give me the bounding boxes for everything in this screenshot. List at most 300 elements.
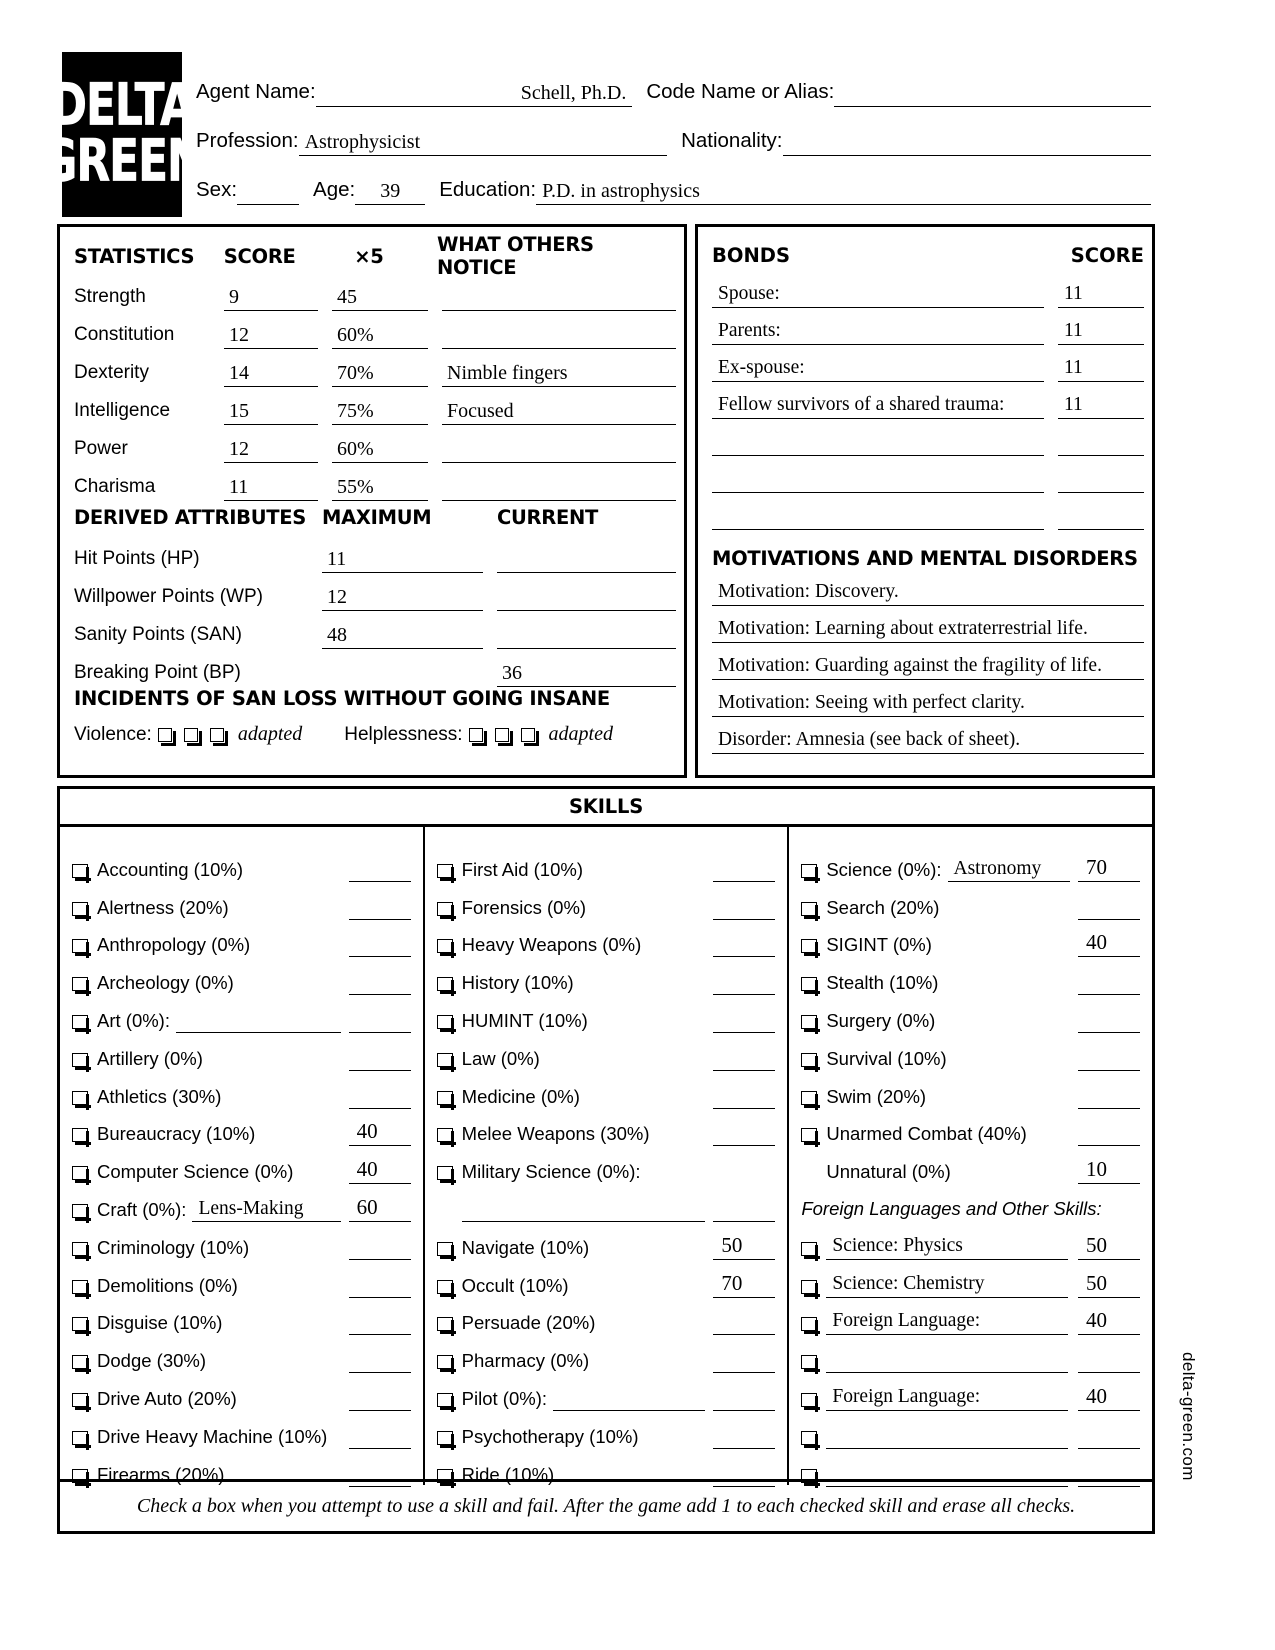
list-item — [437, 1185, 776, 1223]
skill-checkbox[interactable] — [72, 1091, 88, 1105]
list-item — [801, 1223, 1140, 1261]
skill-checkbox[interactable] — [437, 1355, 453, 1369]
skill-checkbox[interactable] — [437, 1280, 453, 1294]
list-item — [437, 921, 776, 959]
skill-value-field[interactable] — [1078, 896, 1140, 920]
list-item — [437, 1261, 776, 1299]
skill-value-field[interactable] — [1078, 1085, 1140, 1109]
stat-score-value: 9 — [229, 286, 239, 308]
table-row — [74, 463, 676, 501]
skill-value: 40 — [356, 1119, 378, 1144]
list-item — [72, 845, 411, 883]
derived-max-field[interactable] — [322, 586, 483, 611]
skill-value-field[interactable] — [1078, 1157, 1140, 1184]
bond-score-field[interactable] — [1058, 394, 1144, 419]
derived-label: Sanity Points (SAN) — [74, 624, 242, 645]
list-item — [437, 1110, 776, 1148]
skill-value-field[interactable] — [349, 933, 411, 957]
skill-value-field[interactable] — [349, 1047, 411, 1071]
list-item — [437, 1147, 776, 1185]
skill-checkbox[interactable] — [437, 939, 453, 953]
skill-label: Bureaucracy (10%) — [97, 1123, 256, 1145]
skill-label: Demolitions (0%) — [97, 1274, 238, 1296]
table-row — [74, 649, 676, 687]
skill-value-field[interactable] — [1078, 1047, 1140, 1071]
bond-score-field[interactable] — [1058, 505, 1144, 530]
delta-green-logo — [41, 52, 203, 217]
bond-score-field[interactable] — [1058, 468, 1144, 493]
skill-value-field[interactable] — [1078, 1122, 1140, 1146]
skill-value: 40 — [356, 1157, 378, 1182]
skill-checkbox[interactable] — [72, 1393, 88, 1407]
skill-value-field[interactable] — [1078, 1425, 1140, 1449]
stat-x5-field[interactable] — [332, 362, 428, 387]
motivations-section — [712, 547, 1144, 761]
header-fields — [196, 58, 1151, 205]
list-item — [72, 1374, 411, 1412]
logo-line-delta: DELTA — [50, 72, 194, 140]
skill-specialty-field[interactable] — [553, 1387, 705, 1411]
bond-name-field[interactable] — [712, 320, 1044, 345]
motivation-value: Motivation: Seeing with perfect clarity. — [718, 692, 1025, 713]
stat-label: Charisma — [74, 476, 156, 497]
skill-value-field[interactable] — [1078, 1232, 1140, 1260]
table-row — [74, 573, 676, 611]
skill-label: Swim (20%) — [826, 1085, 927, 1107]
skill-value-field[interactable] — [713, 1085, 775, 1109]
skill-label: Surgery (0%) — [826, 1009, 936, 1031]
statistics-table — [74, 233, 676, 501]
skill-checkbox[interactable] — [801, 1355, 817, 1369]
skill-value-field[interactable] — [349, 1009, 411, 1033]
bonds-header-row — [712, 239, 1144, 271]
skill-value-field[interactable] — [349, 1157, 411, 1184]
bond-name-field[interactable] — [712, 431, 1044, 456]
skill-label: Search (20%) — [826, 896, 940, 918]
violence-checkbox-2[interactable] — [184, 728, 198, 742]
skill-value-field[interactable] — [713, 1311, 775, 1335]
skill-value-field[interactable] — [349, 971, 411, 995]
skill-checkbox[interactable] — [72, 1128, 88, 1142]
skill-checkbox[interactable] — [801, 1393, 817, 1407]
list-item — [72, 1223, 411, 1261]
other-skill-field[interactable] — [826, 1273, 1068, 1298]
skill-label: Artillery (0%) — [97, 1047, 203, 1069]
skill-label: Athletics (30%) — [97, 1085, 222, 1107]
skill-checkbox[interactable] — [801, 902, 817, 916]
agent-name-field[interactable] — [316, 81, 633, 107]
skill-value-field[interactable] — [349, 1274, 411, 1298]
stat-x5-value: 60% — [337, 324, 374, 346]
skill-checkbox[interactable] — [801, 864, 817, 878]
disorder-value: Disorder: Amnesia (see back of sheet). — [718, 729, 1021, 750]
stat-score-field[interactable] — [224, 362, 318, 387]
skill-value-field[interactable] — [349, 1425, 411, 1449]
derived-current-value: 36 — [502, 662, 522, 684]
skill-value-field[interactable] — [1078, 1308, 1140, 1335]
skill-checkbox[interactable] — [72, 864, 88, 878]
helplessness-checkbox-3[interactable] — [521, 728, 535, 742]
sex-field[interactable] — [237, 179, 299, 205]
skill-checkbox[interactable] — [437, 1128, 453, 1142]
skill-value-field[interactable] — [713, 1198, 775, 1222]
stat-score-field[interactable] — [224, 438, 318, 463]
skill-label: Computer Science (0%) — [97, 1161, 294, 1183]
skill-label: Medicine (0%) — [461, 1085, 580, 1107]
motivation-field[interactable] — [712, 650, 1144, 680]
skill-checkbox[interactable] — [801, 1053, 817, 1067]
profession-field[interactable] — [299, 130, 668, 156]
statistics-header-row — [74, 233, 676, 279]
skill-label: Survival (10%) — [826, 1047, 947, 1069]
skill-value: 40 — [1086, 930, 1108, 955]
bond-score-field[interactable] — [1058, 431, 1144, 456]
skill-value-field[interactable] — [713, 1009, 775, 1033]
bond-score-field[interactable] — [1058, 320, 1144, 345]
motivation-field[interactable] — [712, 613, 1144, 643]
skill-value-field[interactable] — [713, 1232, 775, 1260]
skill-value-field[interactable] — [349, 1349, 411, 1373]
skill-checkbox[interactable] — [801, 1431, 817, 1445]
skill-checkbox[interactable] — [72, 1204, 88, 1218]
derived-current-field[interactable] — [497, 548, 676, 573]
skill-label: SIGINT (0%) — [826, 934, 932, 956]
violence-adapted-label: adapted — [237, 723, 303, 745]
derived-max-value: 48 — [327, 624, 347, 646]
bond-name-field[interactable] — [712, 283, 1044, 308]
stat-notice-field[interactable] — [442, 286, 676, 311]
stat-score-value: 12 — [229, 324, 249, 346]
skill-checkbox[interactable] — [72, 1015, 88, 1029]
skill-value-field[interactable] — [713, 896, 775, 920]
skill-label: Dodge (30%) — [97, 1350, 207, 1372]
statistics-heading: STATISTICS — [74, 244, 195, 268]
skill-value: 10 — [1086, 1157, 1108, 1182]
table-row — [712, 493, 1144, 530]
skill-label: Drive Heavy Machine (10%) — [97, 1425, 328, 1447]
header-row-profession — [196, 107, 1151, 156]
skill-label: Forensics (0%) — [461, 896, 587, 918]
skill-value: 70 — [1086, 854, 1108, 879]
disorder-field[interactable] — [712, 724, 1144, 754]
motivation-value: Motivation: Guarding against the fragility of life. — [718, 655, 1102, 676]
skill-checkbox[interactable] — [437, 1166, 453, 1180]
skill-value-field[interactable] — [713, 858, 775, 882]
skill-value-field[interactable] — [349, 1085, 411, 1109]
list-item — [801, 921, 1140, 959]
helplessness-adapted-label: adapted — [548, 723, 613, 745]
skill-value-field[interactable] — [1078, 930, 1140, 957]
skill-checkbox[interactable] — [801, 1317, 817, 1331]
derived-current-field[interactable] — [497, 662, 676, 687]
motivation-value: Motivation: Learning about extraterrestrial life. — [718, 618, 1088, 639]
table-row — [74, 611, 676, 649]
skill-checkbox[interactable] — [72, 977, 88, 991]
derived-current-field[interactable] — [497, 586, 676, 611]
skill-label: Unnatural (0%) — [826, 1161, 951, 1183]
bond-score-value: 11 — [1064, 357, 1083, 378]
derived-label: Hit Points (HP) — [74, 548, 200, 569]
skill-checkbox[interactable] — [801, 1242, 817, 1256]
derived-max-field[interactable] — [322, 662, 483, 687]
list-item — [712, 687, 1144, 724]
skill-specialty-field[interactable] — [176, 1009, 341, 1033]
list-item — [437, 1034, 776, 1072]
derived-heading: DERIVED ATTRIBUTES — [74, 505, 307, 529]
skill-checkbox[interactable] — [72, 1053, 88, 1067]
stat-x5-value: 70% — [337, 362, 374, 384]
bond-score-field[interactable] — [1058, 357, 1144, 382]
skill-checkbox[interactable] — [437, 864, 453, 878]
helplessness-checkbox-1[interactable] — [469, 728, 483, 742]
skill-checkbox[interactable] — [437, 1053, 453, 1067]
skill-checkbox[interactable] — [72, 1166, 88, 1180]
skill-checkbox[interactable] — [437, 1091, 453, 1105]
bond-name-field[interactable] — [712, 394, 1044, 419]
list-item — [712, 613, 1144, 650]
skill-checkbox[interactable] — [437, 1317, 453, 1331]
bonds-col-score: SCORE — [1070, 243, 1144, 267]
skill-value-field[interactable] — [1078, 1383, 1140, 1411]
list-item — [72, 1072, 411, 1110]
list-item — [712, 576, 1144, 613]
list-item — [437, 1072, 776, 1110]
agent-name-value: Schell, Ph.D. — [520, 82, 627, 104]
stat-score-field[interactable] — [224, 400, 318, 425]
other-skill-field[interactable] — [826, 1348, 1068, 1373]
bond-name-field[interactable] — [712, 357, 1044, 382]
list-item — [712, 724, 1144, 761]
skill-value-field[interactable] — [1078, 1009, 1140, 1033]
education-field[interactable] — [536, 179, 1151, 205]
code-name-field[interactable] — [834, 81, 1151, 107]
motivations-heading: MOTIVATIONS AND MENTAL DISORDERS — [712, 547, 1138, 570]
skill-value-field[interactable] — [349, 1194, 411, 1222]
stat-notice-field[interactable] — [442, 400, 676, 425]
table-row — [712, 345, 1144, 382]
skill-checkbox[interactable] — [72, 1317, 88, 1331]
list-item — [72, 1412, 411, 1450]
other-skill-field[interactable] — [826, 1235, 1068, 1260]
header-row-sex-age-education — [196, 156, 1151, 205]
skill-checkbox[interactable] — [72, 1280, 88, 1294]
skill-value-field[interactable] — [349, 1236, 411, 1260]
header-row-name — [196, 58, 1151, 107]
skill-label: Navigate (10%) — [461, 1236, 590, 1258]
list-item — [801, 1072, 1140, 1110]
stat-score-field[interactable] — [224, 324, 318, 349]
skill-value-field[interactable] — [349, 1119, 411, 1146]
san-loss-section — [74, 687, 676, 746]
skill-value-field[interactable] — [713, 1425, 775, 1449]
age-value: 39 — [380, 180, 401, 202]
skill-label: Unarmed Combat (40%) — [826, 1123, 1027, 1145]
list-item — [437, 996, 776, 1034]
derived-col-maximum: MAXIMUM — [322, 505, 432, 529]
stat-notice-field[interactable] — [442, 476, 676, 501]
stat-score-field[interactable] — [224, 476, 318, 501]
skill-value-field[interactable] — [1078, 854, 1140, 882]
skill-label: Persuade (20%) — [461, 1312, 596, 1334]
other-skill-field[interactable] — [826, 1386, 1068, 1411]
stat-label: Dexterity — [74, 362, 149, 383]
skill-checkbox[interactable] — [437, 1015, 453, 1029]
list-item — [72, 1185, 411, 1223]
skill-label: Pilot (0%): — [461, 1387, 547, 1409]
skills-heading: SKILLS — [60, 789, 1152, 827]
stat-x5-field[interactable] — [332, 476, 428, 501]
skill-label: Military Science (0%): — [461, 1161, 641, 1183]
stat-label: Power — [74, 438, 128, 459]
stat-notice-value: Nimble fingers — [447, 362, 568, 384]
skill-value: 70 — [721, 1270, 743, 1295]
bond-name-value: Ex-spouse: — [718, 357, 805, 378]
list-item — [72, 1147, 411, 1185]
statistics-col-notice: WHAT OTHERS NOTICE — [437, 233, 594, 279]
list-item — [72, 996, 411, 1034]
skill-label: Alertness (20%) — [97, 896, 229, 918]
stat-score-value: 11 — [229, 476, 249, 498]
table-row — [74, 535, 676, 573]
skill-checkbox[interactable] — [801, 1091, 817, 1105]
stat-x5-field[interactable] — [332, 324, 428, 349]
skill-value-field[interactable] — [1078, 971, 1140, 995]
skill-checkbox[interactable] — [72, 939, 88, 953]
motivation-value: Motivation: Discovery. — [718, 581, 899, 602]
skill-checkbox[interactable] — [801, 1280, 817, 1294]
bond-name-field[interactable] — [712, 468, 1044, 493]
skill-value-field[interactable] — [713, 1387, 775, 1411]
list-item — [437, 1223, 776, 1261]
stat-notice-field[interactable] — [442, 362, 676, 387]
other-skill-field[interactable] — [826, 1424, 1068, 1449]
stat-notice-field[interactable] — [442, 324, 676, 349]
skill-checkbox[interactable] — [801, 1128, 817, 1142]
other-skill-label: Foreign Language: — [832, 1385, 981, 1407]
skill-checkbox[interactable] — [437, 1431, 453, 1445]
skill-value-field[interactable] — [713, 933, 775, 957]
stat-label: Constitution — [74, 324, 175, 345]
derived-max-field[interactable] — [322, 548, 483, 573]
skill-checkbox[interactable] — [72, 1355, 88, 1369]
nationality-field[interactable] — [783, 130, 1152, 156]
skill-value-field[interactable] — [349, 858, 411, 882]
bonds-panel — [695, 224, 1155, 778]
san-loss-heading: INCIDENTS OF SAN LOSS WITHOUT GOING INSANE — [74, 687, 610, 710]
violence-checkbox-3[interactable] — [210, 728, 224, 742]
skill-value-field[interactable] — [713, 1160, 775, 1184]
motivation-field[interactable] — [712, 576, 1144, 606]
skill-label: Craft (0%): — [97, 1198, 187, 1220]
skill-checkbox[interactable] — [72, 902, 88, 916]
skill-value-field[interactable] — [713, 1122, 775, 1146]
stat-label: Intelligence — [74, 400, 171, 421]
skill-value: 50 — [1086, 1232, 1108, 1257]
san-loss-row — [74, 723, 676, 746]
sex-label: Sex: — [196, 178, 238, 201]
skill-label: Melee Weapons (30%) — [461, 1123, 650, 1145]
skill-checkbox[interactable] — [801, 1015, 817, 1029]
skill-value-field[interactable] — [1078, 1270, 1140, 1298]
derived-label: Breaking Point (BP) — [74, 662, 241, 683]
list-item — [437, 845, 776, 883]
age-field[interactable] — [355, 179, 425, 205]
skill-value-field[interactable] — [713, 1270, 775, 1298]
derived-max-field[interactable] — [322, 624, 483, 649]
skill-label: History (10%) — [461, 972, 574, 994]
list-item — [801, 1261, 1140, 1299]
list-item — [801, 1110, 1140, 1148]
skills-panel — [57, 786, 1155, 1534]
skill-label: Archeology (0%) — [97, 972, 234, 994]
skill-specialty-field[interactable] — [192, 1198, 340, 1222]
stat-x5-field[interactable] — [332, 400, 428, 425]
bond-score-field[interactable] — [1058, 283, 1144, 308]
bond-score-value: 11 — [1064, 283, 1083, 304]
skill-checkbox[interactable] — [801, 939, 817, 953]
skill-value-field[interactable] — [713, 1349, 775, 1373]
skill-value-field[interactable] — [349, 896, 411, 920]
stat-x5-field[interactable] — [332, 438, 428, 463]
other-skill-label: Science: Physics — [832, 1234, 963, 1256]
skills-column-1 — [60, 827, 423, 1485]
skill-checkbox[interactable] — [801, 977, 817, 991]
skill-specialty-value: Lens-Making — [198, 1197, 304, 1219]
skill-specialty-field[interactable] — [462, 1198, 706, 1222]
bonds-table — [712, 239, 1144, 530]
list-item — [712, 650, 1144, 687]
skill-checkbox[interactable] — [437, 1393, 453, 1407]
helplessness-checkbox-2[interactable] — [495, 728, 509, 742]
skill-value-field[interactable] — [349, 1311, 411, 1335]
skill-value-field[interactable] — [1078, 1349, 1140, 1373]
skill-label: Science (0%): — [826, 858, 942, 880]
skills-column-2 — [423, 827, 788, 1485]
violence-checkbox-1[interactable] — [158, 728, 172, 742]
table-row — [712, 308, 1144, 345]
skill-checkbox[interactable] — [437, 902, 453, 916]
stat-notice-field[interactable] — [442, 438, 676, 463]
list-item — [72, 1110, 411, 1148]
derived-label: Willpower Points (WP) — [74, 586, 263, 607]
list-item — [801, 996, 1140, 1034]
skill-checkbox[interactable] — [72, 1242, 88, 1256]
table-row — [74, 387, 676, 425]
skill-label: Pharmacy (0%) — [461, 1350, 590, 1372]
motivation-field[interactable] — [712, 687, 1144, 717]
skill-checkbox[interactable] — [437, 1242, 453, 1256]
list-item — [801, 845, 1140, 883]
list-item — [437, 1412, 776, 1450]
education-value: P.D. in astrophysics — [542, 180, 700, 202]
stat-score-field[interactable] — [224, 286, 318, 311]
skill-checkbox[interactable] — [437, 977, 453, 991]
bond-name-field[interactable] — [712, 505, 1044, 530]
skill-value-field[interactable] — [713, 1047, 775, 1071]
skill-label: Anthropology (0%) — [97, 934, 251, 956]
skill-value-field[interactable] — [713, 971, 775, 995]
skill-value-field[interactable] — [349, 1387, 411, 1411]
bond-name-value: Fellow survivors of a shared trauma: — [718, 394, 1005, 415]
skill-checkbox[interactable] — [72, 1431, 88, 1445]
derived-current-field[interactable] — [497, 624, 676, 649]
bond-score-value: 11 — [1064, 320, 1083, 341]
skill-label: Law (0%) — [461, 1047, 540, 1069]
other-skill-field[interactable] — [826, 1310, 1068, 1335]
stat-x5-field[interactable] — [332, 286, 428, 311]
skill-specialty-field[interactable] — [948, 858, 1071, 882]
skill-label: Firearms (20%) — [97, 1463, 225, 1485]
